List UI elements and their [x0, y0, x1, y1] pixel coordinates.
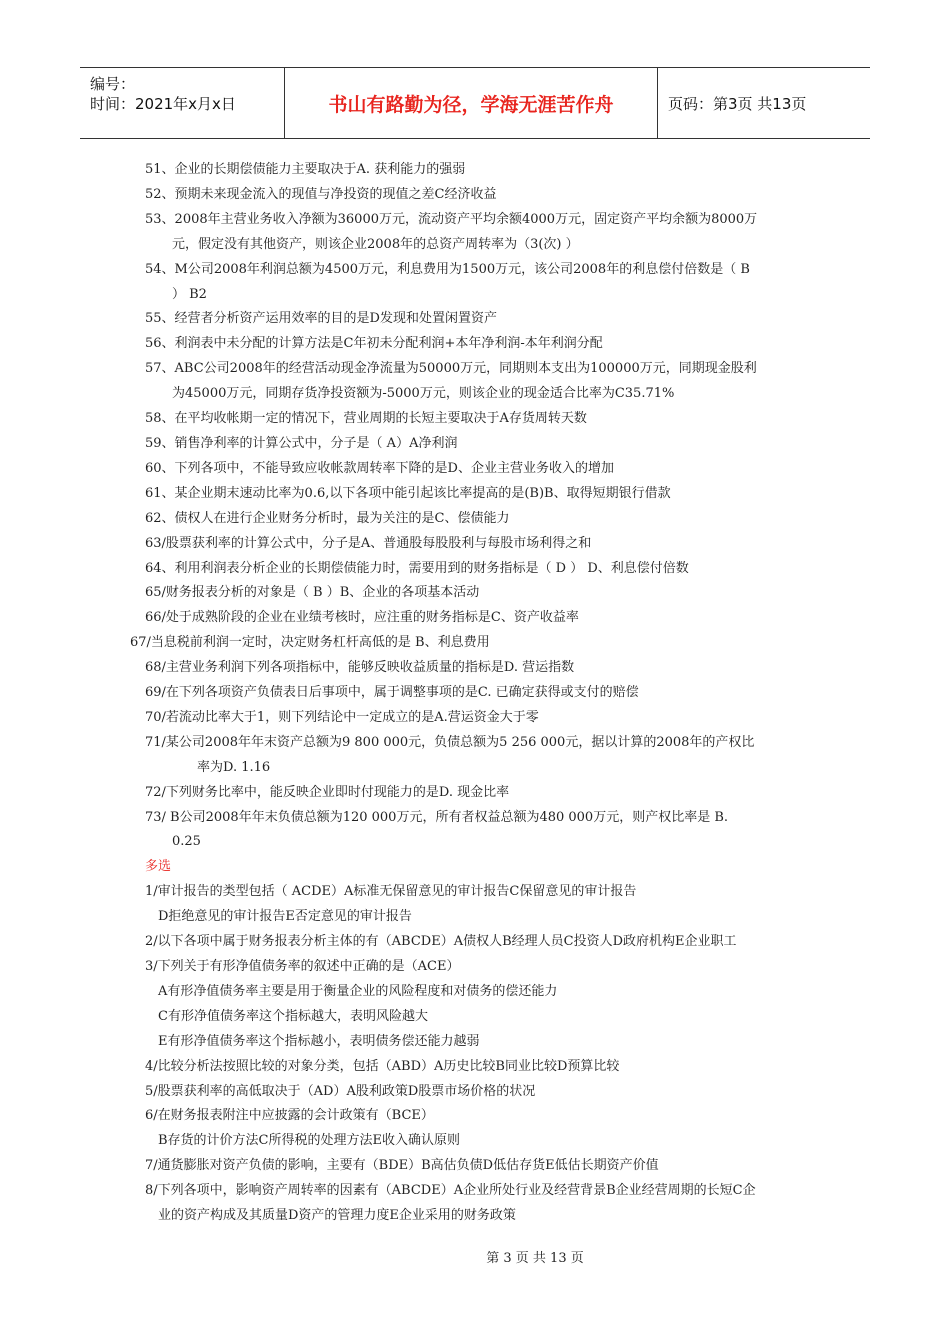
- document-body: [0, 158, 950, 1229]
- header-meta: [80, 68, 285, 138]
- text-line: 7/通货膨胀对资产负债的影响，主要有（BDE）B高估负债D低估存货E低估长期资产价值: [145, 1158, 659, 1174]
- text-line: 3/下列关于有形净值债务率的叙述中正确的是（ACE）: [145, 959, 460, 974]
- text-line: 业的资产构成及其质量D资产的管理力度E企业采用的财务政策: [158, 1208, 516, 1224]
- text-line: 为45000万元，同期存货净投资额为-5000万元，则该企业的现金适合比率为C35.71%: [172, 386, 675, 402]
- text-line: 61、某企业期末速动比率为0.6,以下各项中能引起该比率提高的是(B)B、取得短期银行借款: [145, 485, 671, 501]
- text-line: 64、利用利润表分析企业的长期偿债能力时，需要用到的财务指标是（ D ） D、利息偿付倍数: [145, 560, 689, 576]
- text-line: 56、利润表中未分配的计算方法是C年初未分配利润+本年净利润-本年利润分配: [145, 336, 603, 352]
- code-label: 编号：: [90, 75, 136, 93]
- text-line: 率为D. 1.16: [197, 759, 271, 775]
- text-line: 70/若流动比率大于1，则下列结论中一定成立的是A.营运资金大于零: [145, 709, 539, 725]
- text-line: 元，假定没有其他资产，则该企业2008年的总资产周转率为（3(次) ）: [172, 236, 579, 252]
- text-line: A有形净值债务率主要是用于衡量企业的风险程度和对债务的偿还能力: [158, 983, 558, 999]
- text-line: 4/比较分析法按照比较的对象分类，包括（ABD）A历史比较B同业比较D预算比较: [145, 1058, 620, 1074]
- text-line: 55、经营者分析资产运用效率的目的是D发现和处置闲置资产: [145, 311, 497, 327]
- text-line: 57、ABC公司2008年的经营活动现金净流量为50000万元，同期则本支出为100000万元，同期现金股利: [145, 361, 757, 377]
- text-line: 68/主营业务利润下列各项指标中，能够反映收益质量的指标是D. 营运指数: [145, 660, 575, 676]
- text-line: ） B2: [172, 286, 207, 302]
- text-line: 58、在平均收帐期一定的情况下，营业周期的长短主要取决于A存货周转天数: [145, 411, 587, 427]
- text-line: 65/财务报表分析的对象是（ B ）B、企业的各项基本活动: [145, 585, 480, 601]
- text-line: 59、销售净利率的计算公式中，分子是（ A）A净利润: [145, 435, 458, 451]
- text-line: 1/审计报告的类型包括（ ACDE）A标准无保留意见的审计报告C保留意见的审计报告: [145, 884, 637, 900]
- text-line: 51、企业的长期偿债能力主要取决于A. 获利能力的强弱: [145, 162, 466, 177]
- header-motto: 书山有路勤为径，学海无涯苦作舟: [285, 68, 658, 138]
- text-line: 6/在财务报表附注中应披露的会计政策有（BCE）: [145, 1108, 434, 1124]
- text-line: 60、下列各项中，不能导致应收帐款周转率下降的是D、企业主营业务收入的增加: [145, 460, 614, 476]
- text-line: 8/下列各项中，影响资产周转率的因素有（ABCDE）A企业所处行业及经营背景B企业经营周期的长短C企: [145, 1183, 756, 1199]
- text-line: 54、M公司2008年利润总额为4500万元，利息费用为1500万元，该公司2008年的利息偿付倍数是（ B: [145, 261, 750, 277]
- text-line: 62、债权人在进行企业财务分析时，最为关注的是C、偿债能力: [145, 510, 510, 526]
- section-heading: 多选: [145, 859, 172, 875]
- text-line: 69/在下列各项资产负债表日后事项中，属于调整事项的是C. 已确定获得或支付的赔偿: [145, 685, 639, 701]
- text-line: 5/股票获利率的高低取决于（AD）A股利政策D股票市场价格的状况: [145, 1083, 536, 1099]
- text-line: 67/当息税前利润一定时，决定财务杠杆高低的是 B、利息费用: [130, 635, 490, 651]
- text-line: 71/某公司2008年年末资产总额为9 800 000元，负债总额为5 256 000元，据以计算的2008年的产权比: [145, 734, 755, 750]
- date-label: 时间：2021年x月x日: [90, 95, 236, 113]
- page-footer: [0, 1247, 950, 1266]
- text-line: 2/以下各项中属于财务报表分析主体的有（ABCDE）A债权人B经理人员C投资人D政府机构E企业职工: [145, 934, 737, 950]
- text-line: 0.25: [172, 834, 201, 850]
- text-line: 53、2008年主营业务收入净额为36000万元，流动资产平均余额4000万元，固定资产平均余额为8000万: [145, 211, 758, 227]
- text-line: D拒绝意见的审计报告E否定意见的审计报告: [158, 909, 412, 925]
- footer-page-number: 第 3 页 共 13 页: [486, 1251, 584, 1266]
- text-line: 66/处于成熟阶段的企业在业绩考核时，应注重的财务指标是C、资产收益率: [145, 610, 579, 626]
- header-page-info: 页码：第3页 共13页: [668, 94, 807, 113]
- text-line: B存货的计价方法C所得税的处理方法E收入确认原则: [158, 1133, 460, 1149]
- text-line: 52、预期未来现金流入的现值与净投资的现值之差C经济收益: [145, 186, 497, 202]
- text-line: C有形净值债务率这个指标越大，表明风险越大: [158, 1008, 428, 1024]
- text-line: 73/ B公司2008年年末负债总额为120 000万元，所有者权益总额为480 000万元，则产权比率是 B.: [145, 809, 729, 825]
- page-header: [80, 67, 870, 139]
- text-line: 72/下列财务比率中，能反映企业即时付现能力的是D. 现金比率: [145, 784, 510, 800]
- text-line: E有形净值债务率这个指标越小，表明债务偿还能力越弱: [158, 1033, 480, 1049]
- text-line: 63/股票获利率的计算公式中，分子是A、普通股每股股利与每股市场利得之和: [145, 535, 592, 551]
